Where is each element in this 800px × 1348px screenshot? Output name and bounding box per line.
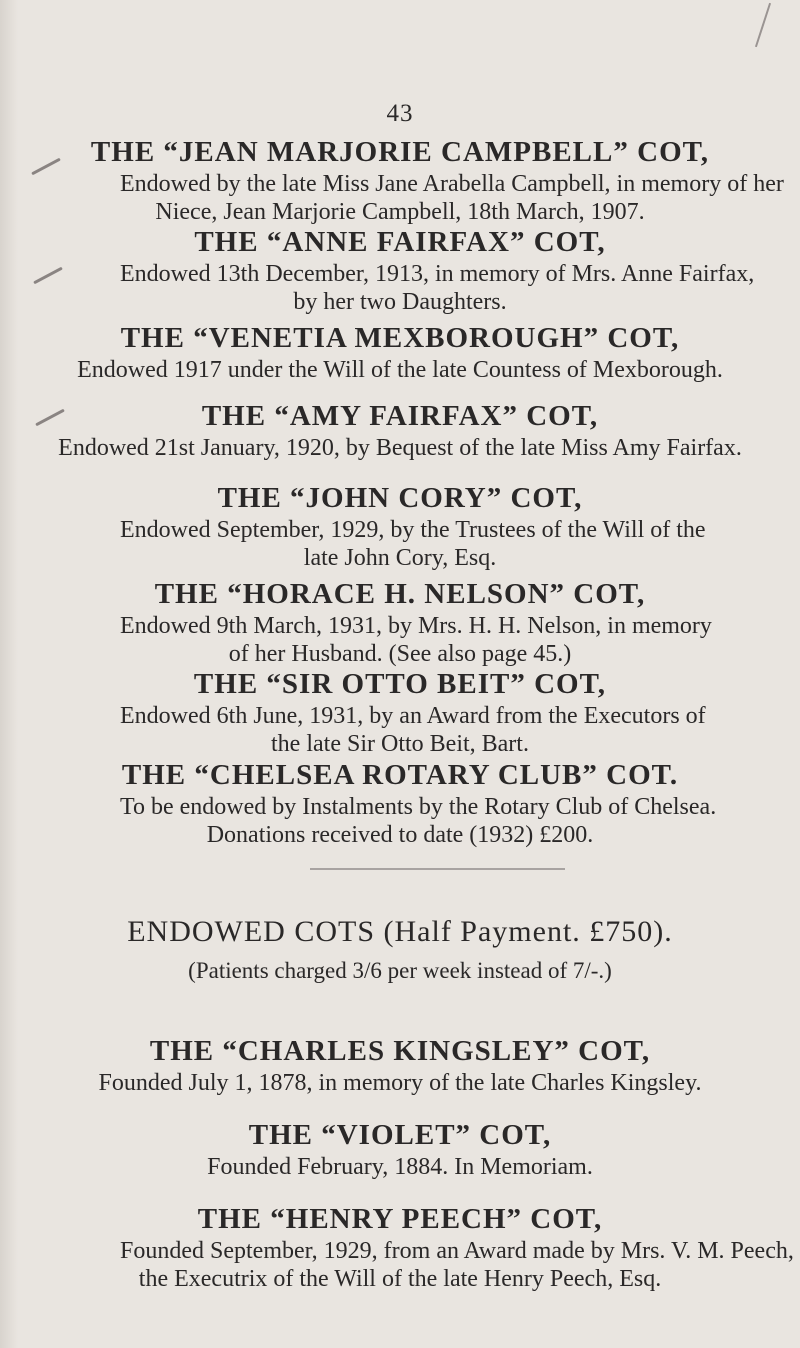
cot-entry-anne-fairfax xyxy=(0,224,800,316)
cot-title: THE “CHARLES KINGSLEY” COT, xyxy=(149,1035,651,1067)
cot-title: THE “CHELSEA ROTARY CLUB” COT. xyxy=(121,759,679,791)
cot-description: the Executrix of the Will of the late Henry Peech, Esq. xyxy=(138,1266,662,1292)
cot-title: THE “VENETIA MEXBOROUGH” COT, xyxy=(120,322,680,354)
cot-entry-sir-otto-beit xyxy=(0,666,800,758)
cot-description: of her Husband. (See also page 45.) xyxy=(228,641,572,667)
cot-entry-henry-peech xyxy=(0,1201,800,1293)
cot-title: THE “VIOLET” COT, xyxy=(248,1119,552,1151)
cot-description: Niece, Jean Marjorie Campbell, 18th March, 1907. xyxy=(155,199,645,225)
cot-title: THE “HORACE H. NELSON” COT, xyxy=(154,578,646,610)
cot-entry-venetia-mexborough xyxy=(0,320,800,384)
cot-entry-horace-h-nelson xyxy=(0,576,800,668)
cot-description: Donations received to date (1932) £200. xyxy=(206,822,594,848)
section-subheading: (Patients charged 3/6 per week instead of 7/-.) xyxy=(188,958,612,983)
section-divider xyxy=(310,868,565,870)
cot-description: Founded July 1, 1878, in memory of the late Charles Kingsley. xyxy=(98,1070,702,1096)
corner-pencil-mark xyxy=(755,3,771,47)
cot-entry-charles-kingsley xyxy=(0,1033,800,1097)
cot-title: THE “HENRY PEECH” COT, xyxy=(197,1203,603,1235)
cot-description: Founded September, 1929, from an Award made by Mrs. V. M. Peech, xyxy=(120,1238,794,1264)
cot-description: Endowed 9th March, 1931, by Mrs. H. H. Nelson, in memory xyxy=(120,613,712,639)
cot-description: Founded February, 1884. In Memoriam. xyxy=(207,1154,593,1180)
cot-title: THE “SIR OTTO BEIT” COT, xyxy=(193,668,607,700)
cot-description: Endowed 21st January, 1920, by Bequest of the late Miss Amy Fairfax. xyxy=(58,435,742,461)
cot-entry-violet xyxy=(0,1117,800,1181)
cot-entry-chelsea-rotary-club xyxy=(0,757,800,849)
cot-description: by her two Daughters. xyxy=(293,289,507,315)
cot-description: late John Cory, Esq. xyxy=(303,545,497,571)
cot-entry-john-cory xyxy=(0,480,800,572)
cot-title: THE “JEAN MARJORIE CAMPBELL” COT, xyxy=(90,136,710,168)
cot-title: THE “AMY FAIRFAX” COT, xyxy=(201,400,599,432)
cot-description: To be endowed by Instalments by the Rotary Club of Chelsea. xyxy=(120,794,717,820)
cot-description: Endowed 1917 under the Will of the late Countess of Mexborough. xyxy=(77,357,723,383)
section-heading: ENDOWED COTS (Half Payment. £750). xyxy=(127,915,673,948)
cot-description: Endowed by the late Miss Jane Arabella Campbell, in memory of her xyxy=(120,171,784,197)
cot-description: Endowed 6th June, 1931, by an Award from the Executors of xyxy=(120,703,706,729)
cot-entry-jean-marjorie-campbell xyxy=(0,134,800,226)
cot-description: Endowed 13th December, 1913, in memory of Mrs. Anne Fairfax, xyxy=(120,261,755,287)
cot-description: Endowed September, 1929, by the Trustees of the Will of the xyxy=(120,517,706,543)
page-number: 43 xyxy=(386,100,414,127)
cot-description: the late Sir Otto Beit, Bart. xyxy=(271,731,529,757)
cot-title: THE “JOHN CORY” COT, xyxy=(217,482,583,514)
cot-title: THE “ANNE FAIRFAX” COT, xyxy=(194,226,606,258)
cot-entry-amy-fairfax xyxy=(0,398,800,462)
